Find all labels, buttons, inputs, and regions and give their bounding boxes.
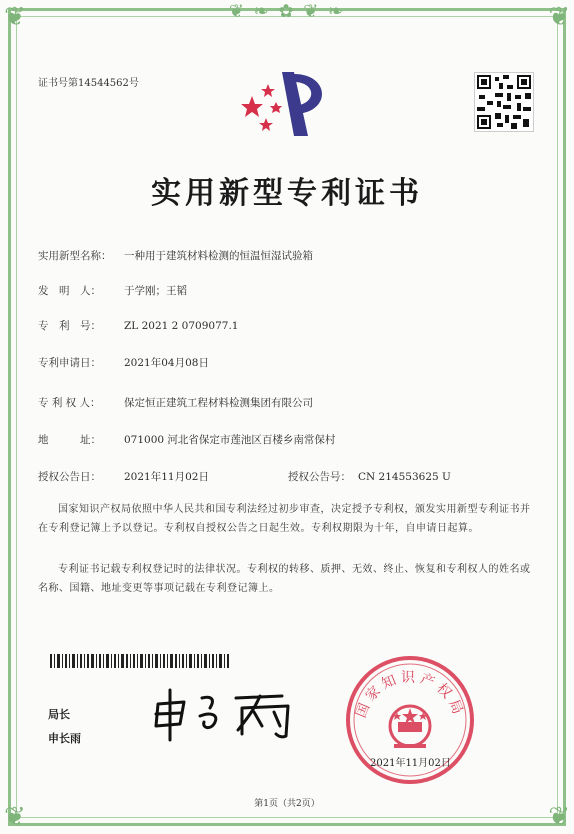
grant-number-row	[288, 469, 451, 484]
handwritten-signature	[150, 686, 300, 742]
cnipa-logo	[238, 66, 334, 142]
certificate-number: 证书号第14544562号	[38, 78, 139, 89]
grant-statement-paragraph: 国家知识产权局依照中华人民共和国专利法经过初步审查，决定授予专利权，颁发实用新型专利证书并在专利登记簿上予以登记。专利权自授权公告之日起生效。专利权期限为十年，自申请日起算。	[38, 504, 531, 534]
page-indicator: 第1页（共2页）	[254, 799, 320, 809]
top-ornament: ❦ ❧ ✿ ❦ ❧	[228, 1, 346, 22]
grant-number-value: CN 214553625 U	[358, 471, 451, 483]
utility-model-name-value: 一种用于建筑材料检测的恒温恒湿试验箱	[124, 250, 313, 262]
inventor-row	[38, 283, 187, 298]
patent-holder-label: 专 利 权 人：	[38, 397, 101, 409]
corner-ornament: ❦	[548, 2, 570, 32]
grant-number-label: 授权公告号：	[288, 471, 351, 483]
seal-text: 国家知识产权局	[352, 670, 468, 721]
legal-status-paragraph: 专利证书记载专利权登记时的法律状况。专利权的转移、质押、无效、终止、恢复和专利权人的姓名或名称、国籍、地址变更等事项记载在专利登记簿上。	[38, 564, 531, 594]
inventor-label: 发 明 人：	[38, 285, 101, 297]
patent-number-value: ZL 2021 2 0709077.1	[124, 320, 239, 332]
filing-date-label: 专利申请日：	[38, 357, 101, 369]
inventor-value: 于学刚；王韬	[124, 285, 187, 297]
patent-holder-row	[38, 395, 313, 410]
address-label: 地 址：	[38, 434, 101, 446]
certificate-title: 实用新型专利证书	[151, 176, 423, 211]
director-title: 局长	[48, 708, 70, 721]
patent-number-label: 专 利 号：	[38, 320, 101, 332]
address-value: 071000 河北省保定市莲池区百楼乡南常保村	[124, 434, 336, 446]
director-name: 申长雨	[48, 732, 81, 745]
utility-model-name-row	[38, 248, 313, 263]
filing-date-value: 2021年04月08日	[124, 357, 209, 369]
corner-ornament: ❦	[4, 802, 26, 832]
grant-date-label: 授权公告日：	[38, 471, 101, 483]
corner-ornament: ❦	[4, 2, 26, 32]
patent-number-row	[38, 318, 238, 333]
grant-date-row	[38, 469, 209, 484]
patent-holder-value: 保定恒正建筑工程材料检测集团有限公司	[124, 397, 313, 409]
utility-model-name-label: 实用新型名称：	[38, 250, 112, 262]
corner-ornament: ❦	[548, 802, 570, 832]
barcode	[50, 654, 230, 668]
filing-date-row	[38, 355, 209, 370]
grant-date-value: 2021年11月02日	[124, 471, 209, 483]
address-row	[38, 432, 335, 447]
seal-date: 2021年11月02日	[370, 758, 451, 769]
qr-code	[474, 72, 534, 132]
